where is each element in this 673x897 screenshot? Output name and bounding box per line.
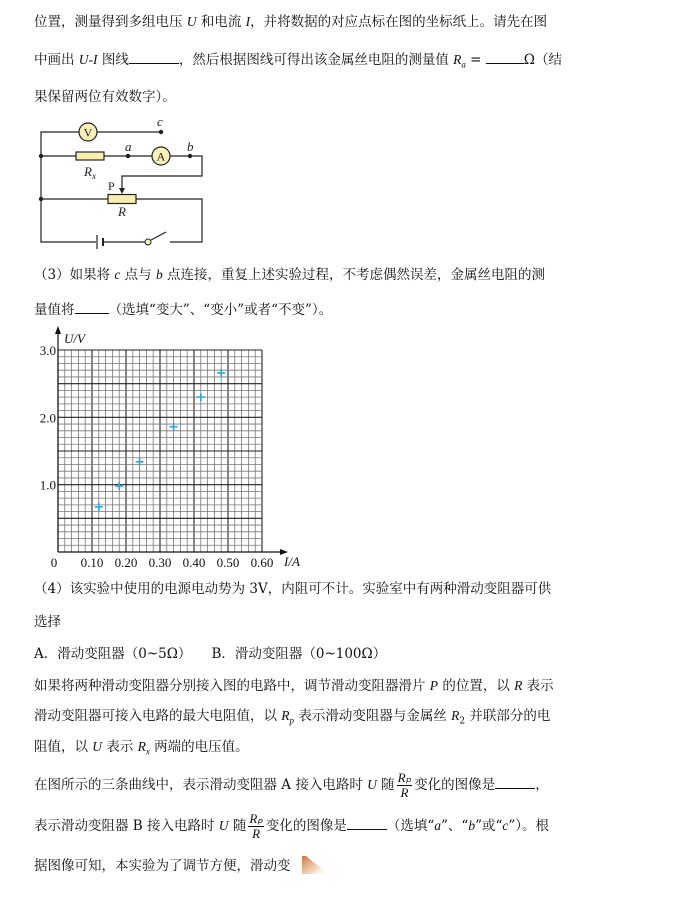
text: 在图所示的三条曲线中，表示滑动变阻器 A 接入电路时 [34, 777, 368, 793]
ammeter-label: A [156, 149, 166, 164]
option-c-label: c [502, 818, 509, 833]
data-point [197, 393, 205, 401]
var-R-sub: a [461, 59, 466, 70]
y-tick-label: 2.0 [39, 410, 56, 426]
text: 选择 [34, 614, 61, 630]
q4-line-6 [34, 770, 549, 800]
rheostat-icon [108, 195, 136, 204]
x-tick-label: 0.60 [250, 555, 274, 570]
text: ”）。根 [508, 818, 550, 834]
text: 点连接，重复上述实验过程，不考虑偶然误差，金属丝电阻的测 [162, 267, 546, 283]
data-point [115, 482, 123, 490]
q4-line-4 [34, 707, 550, 731]
text-line-2 [34, 51, 562, 74]
ui-chart [0, 325, 320, 575]
circuit-diagram [0, 110, 230, 255]
text: 随 [228, 818, 247, 834]
fraction-rp-over-r [248, 812, 264, 841]
chart-grid [58, 350, 262, 552]
text: 随 [376, 777, 395, 793]
text: 变化的图像是 [265, 818, 347, 834]
text: （选填“ [386, 818, 435, 834]
var-R2: R [451, 708, 460, 723]
answer-blank-resistance[interactable] [486, 51, 524, 64]
text: ，并将数据的对应点标在图的坐标纸上。请先在图 [250, 14, 548, 30]
text: 并联部分的电 [465, 708, 551, 724]
var-R2-sub: 2 [459, 716, 466, 727]
fraction-numerator: Rₚ [249, 811, 263, 826]
var-R: R [514, 678, 523, 693]
slider-arrow-icon [119, 188, 125, 194]
q4-line-8 [34, 857, 291, 875]
text: 表示 [522, 678, 554, 694]
fraction-denominator: R [400, 785, 409, 800]
text: = [465, 52, 486, 68]
label-p: P [108, 179, 115, 193]
text: 滑动变阻器可接入电路的最大电阻值，以 [34, 708, 282, 724]
q4-line-3 [34, 677, 554, 695]
x-tick-label: 0 [50, 555, 58, 570]
text: ，然后根据图线可得出该金属丝电阻的测量值 [178, 52, 454, 68]
fraction-rp-over-r [397, 771, 413, 800]
text: （4）该实验中使用的电源电动势为 3V，内阻可不计。实验室中有两种滑动变阻器可供 [34, 581, 552, 597]
var-U: U [218, 818, 229, 833]
label-b: b [187, 139, 194, 154]
var-Rx-sub: x [145, 746, 150, 757]
text: （选填“变大”、“变小”或者“不变”）。 [108, 302, 333, 318]
label-r: R [118, 204, 126, 219]
text-line-1 [34, 13, 547, 31]
text: 位置，测量得到多组电压 [34, 14, 187, 30]
text: ”或“ [475, 818, 503, 834]
fraction-numerator: Rₚ [397, 770, 412, 785]
option-a: A．滑动变阻器（0~5Ω） [34, 646, 192, 662]
x-tick-label: 0.10 [80, 555, 104, 570]
text: 图线 [97, 52, 129, 68]
label-rx: $R_x$ [84, 164, 96, 181]
answer-blank-curve-b[interactable] [347, 817, 387, 830]
var-b: b [155, 267, 163, 282]
x-axis-label: I/A [284, 554, 300, 569]
text: 表示 [102, 739, 138, 755]
label-a: a [125, 139, 132, 154]
text: 果保留两位有效数字）。 [34, 89, 176, 105]
option-b-label: b [468, 818, 476, 833]
x-tick-label: 0.30 [148, 555, 172, 570]
text: Ω（结 [523, 52, 562, 68]
var-UI: U-I [78, 52, 98, 67]
text: （3）如果将 [34, 267, 115, 283]
text: 两端的电压值。 [149, 739, 249, 755]
var-c: c [114, 267, 121, 282]
voltmeter-label: V [83, 125, 93, 140]
var-U: U [186, 14, 197, 29]
y-axis-arrow-icon [55, 326, 61, 334]
q3-line-1 [34, 266, 545, 284]
text: 表示滑动变阻器 B 接入电路时 [34, 818, 219, 834]
option-a-label: a [434, 818, 442, 833]
circuit-wires [41, 132, 202, 242]
var-U: U [367, 777, 377, 792]
var-I: I [245, 14, 251, 29]
y-axis-label: U/V [64, 331, 85, 346]
x-tick-label: 0.20 [114, 555, 138, 570]
q4-line-2 [34, 613, 61, 631]
terminal-b-dot [188, 154, 192, 158]
label-c: c [157, 114, 163, 129]
q4-line-1 [34, 580, 551, 598]
fraction-denominator: R [252, 826, 261, 841]
answer-blank-curve-a[interactable] [495, 776, 535, 789]
page-curl-icon [302, 856, 330, 876]
text: 据图像可知，本实验为了调节方便，滑动变 [34, 858, 291, 874]
q4-line-5 [34, 738, 249, 761]
q4-line-7 [34, 811, 549, 841]
var-Rx: R [137, 739, 146, 754]
answer-blank-q3[interactable] [75, 301, 109, 314]
q4-options [34, 645, 386, 663]
text: ， [535, 777, 549, 793]
text-line-3 [34, 88, 176, 106]
text: 量值将 [34, 302, 75, 318]
text: ”、“ [441, 818, 469, 834]
text: 和电流 [196, 14, 246, 30]
var-Rp-sub: p [289, 715, 295, 726]
terminal-c-dot [159, 130, 163, 134]
junction-dot [39, 197, 43, 201]
answer-blank-ui-graph[interactable] [129, 51, 179, 64]
text: 阻值，以 [34, 739, 93, 755]
var-R: R [453, 52, 462, 67]
x-tick-label: 0.40 [182, 555, 206, 570]
y-tick-label: 3.0 [39, 343, 56, 358]
text: 中画出 [34, 52, 79, 68]
x-tick-label: 0.50 [216, 555, 240, 570]
text: 如果将两种滑动变阻器分别接入图的电路中，调节滑动变阻器滑片 [34, 678, 430, 694]
text: 点与 [120, 267, 156, 283]
resistor-rx-icon [76, 152, 104, 160]
option-b: B．滑动变阻器（0~100Ω） [211, 646, 387, 662]
text: 表示滑动变阻器与金属丝 [294, 708, 452, 724]
y-tick-label: 1.0 [39, 477, 56, 493]
var-Rp: R [281, 708, 290, 723]
switch-icon [145, 239, 151, 245]
text: 变化的图像是 [414, 777, 496, 793]
terminal-a-dot [126, 154, 130, 158]
text: 的位置，以 [438, 678, 515, 694]
var-P: P [429, 678, 439, 693]
data-point [95, 503, 103, 511]
q3-line-2 [34, 301, 332, 319]
junction-dot [39, 154, 43, 158]
var-U: U [92, 739, 103, 754]
